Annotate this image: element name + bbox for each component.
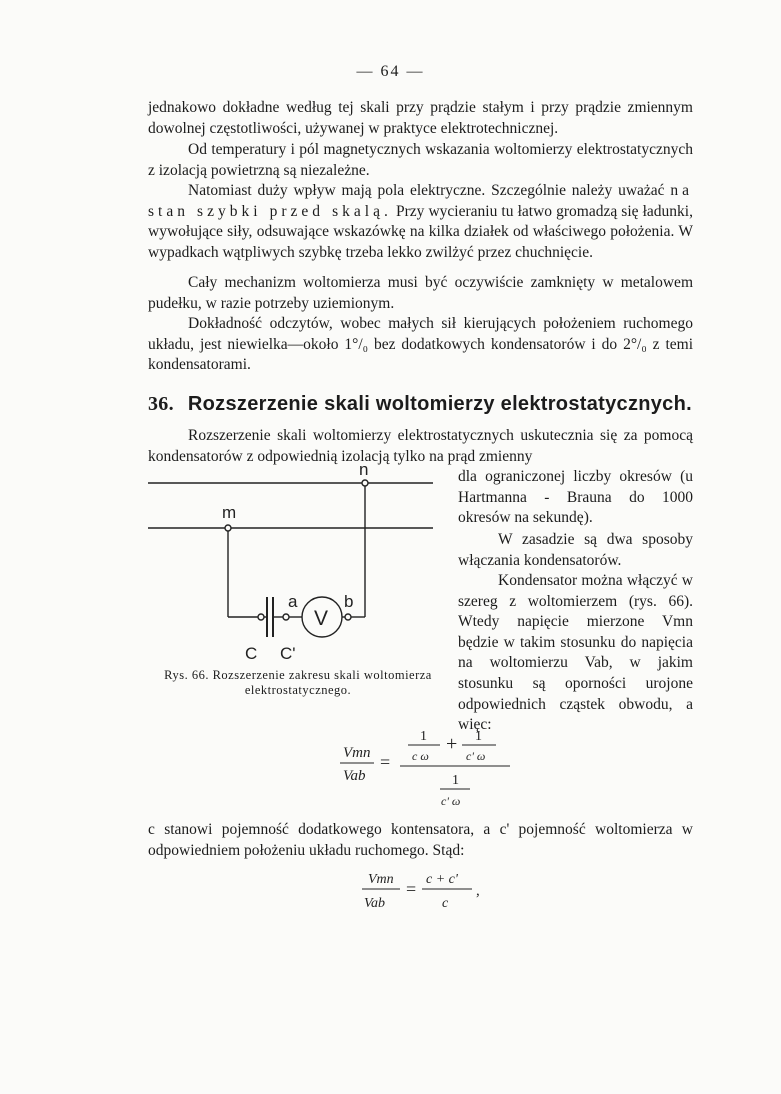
paragraph-2: Od temperatury i pól magnetycznych wskazania woltomierzy elektrostatycznych z izolacją powietrzną są niezależne. xyxy=(148,141,693,179)
svg-text:1: 1 xyxy=(420,729,427,744)
label-V: V xyxy=(314,607,329,630)
svg-text:=: = xyxy=(406,879,417,899)
svg-text:c' ω: c' ω xyxy=(441,794,461,808)
paragraph-4: Cały mechanizm woltomierza musi być oczywiście zamknięty w metalowem pudełku, w razie potrzeby uziemionym. xyxy=(148,274,693,312)
right-column-2: W zasadzie są dwa sposoby włączania kondensatorów. xyxy=(458,531,693,569)
section-number: 36. xyxy=(148,393,174,415)
node-b xyxy=(345,614,351,620)
section-heading xyxy=(148,393,708,416)
svg-text:+: + xyxy=(446,733,458,755)
label-b: b xyxy=(344,592,354,611)
svg-text:1: 1 xyxy=(475,729,482,744)
paragraph-after-formula: c stanowi pojemność dodatkowego kontensatora, a c' pojemność woltomierza w odpowiedniem położeniu układu ruchomego. Stąd: xyxy=(148,821,693,859)
figure-caption: Rys. 66. Rozszerzenie zakresu skali woltomierza elektrostatycznego. xyxy=(164,668,432,697)
node-left-capacitor xyxy=(258,614,264,620)
node-a xyxy=(283,614,289,620)
label-m: m xyxy=(222,503,237,522)
svg-text:Vmn: Vmn xyxy=(368,872,394,887)
paragraph-1: jednakowo dokładne według tej skali przy prądzie stałym i przy prądzie zmiennym dowolnej częstotliwości, używanej w praktyce elektrotechnicznej. xyxy=(148,99,693,137)
svg-text:Vmn: Vmn xyxy=(343,745,371,761)
svg-text:c ω: c ω xyxy=(412,749,429,763)
section-intro: Rozszerzenie skali woltomierzy elektrostatycznych uskutecznia się za pomocą kondensatorów z odpowiednią izolacją tylko na prąd zmienny xyxy=(148,427,693,465)
formula-1 xyxy=(340,718,560,810)
svg-text:,: , xyxy=(476,883,480,899)
svg-text:Vab: Vab xyxy=(364,896,385,911)
svg-text:c + c': c + c' xyxy=(426,872,458,887)
svg-text:Vab: Vab xyxy=(343,768,366,784)
formula-2 xyxy=(362,866,502,916)
label-a: a xyxy=(288,592,298,611)
right-column-3: Kondensator można włączyć w szereg z woltomierzem (rys. 66). Wtedy napięcie mierzone Vmn będzie w takim stosunku do napięcia na woltomierzu Vab, w jakim stosunku są oporności urojone odpowiednich cząstek obwodu, a więc: xyxy=(458,572,693,734)
paragraph-3: Natomiast duży wpływ mają pola elektryczne. Szczególnie należy uważać na stan szybki przed skalą. Przy wycieraniu tu łatwo gromadzą się ładunki, wywołujące siły, odsuwające wskazówkę na kilka działek od właściwego położenia. W wypadkach wątpliwych szybkę trzeba lekko zwilżyć przez chuchnięcie. xyxy=(148,182,693,261)
svg-text:=: = xyxy=(380,752,391,772)
label-n: n xyxy=(359,460,369,479)
svg-text:c' ω: c' ω xyxy=(466,749,486,763)
svg-text:c: c xyxy=(442,896,449,911)
paragraph-5: Dokładność odczytów, wobec małych sił kierujących położeniem ruchomego układu, jest niewielka—około 1°/₀ bez dodatkowych kondensatorów i do 2°/₀ z temi kondensatorami. xyxy=(148,315,693,374)
section-title: Rozszerzenie skali woltomierzy elektrostatycznych. xyxy=(187,393,692,415)
label-C-prime: C' xyxy=(280,644,296,663)
node-n xyxy=(362,480,368,486)
right-column-1: dla ograniczonej liczby okresów (u Hartmanna - Brauna do 1000 okresów na sekundę). xyxy=(458,468,693,527)
label-C: C xyxy=(245,644,258,663)
page-number: — 64 — xyxy=(356,63,425,80)
spaced-emphasis: na stan szybki przed skalą. xyxy=(148,182,693,220)
svg-text:1: 1 xyxy=(452,773,459,788)
node-m xyxy=(225,525,231,531)
circuit-figure xyxy=(148,455,433,665)
